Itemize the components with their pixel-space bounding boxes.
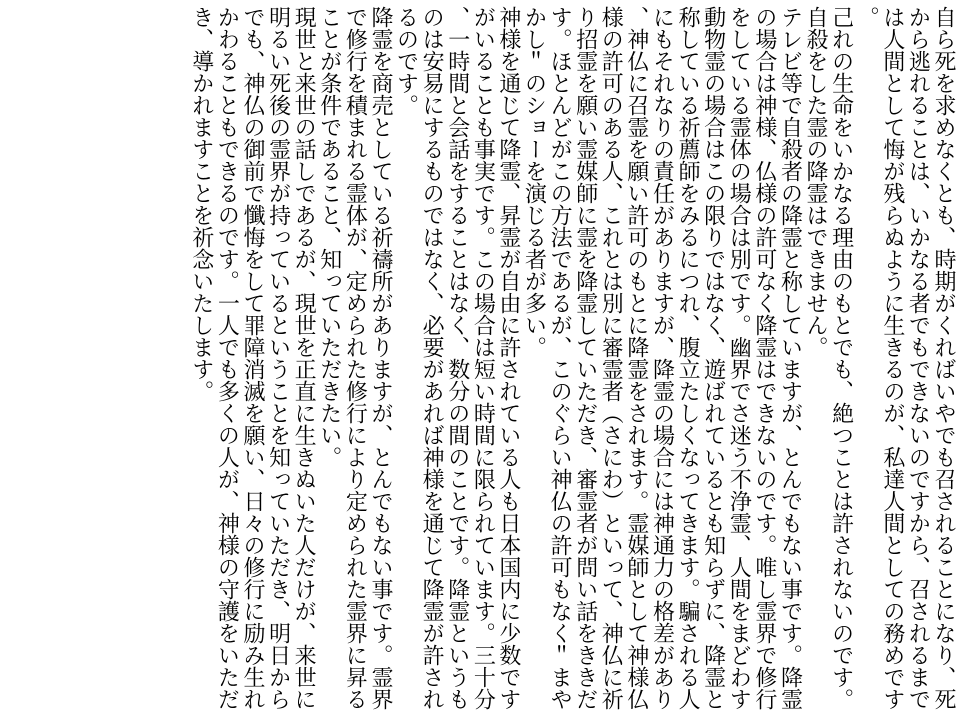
paragraph: テレビ等で自殺者の降霊と称していますが、とんでもない事です。降霊の場合は神様、仏様の許可なく降霊はできないのです。唯し霊界で修行をしている霊体の場合は別です。幽界でさ迷う不浄霊、人間をまどわす動物霊の場合はこの限りではなく、遊ばれているとも知らずに、降霊と称している祈薦師をみるにつれ、腹立たしくなってきます。騙される人にもそれなりの責任がありますが、降霊の場合には神通力の格差があり、神仏に召霊を願い許可のもとに降霊をされます。霊媒師として神様仏様の許可のある人、これとは別に審霊者（さにわ）といって、神仏に祈り招霊を願い霊媒師に霊を降霊していただき、審霊者が問い話をききだす。ほとんどがこの方法であるが、このぐらい神仏の許可もなく＂まやかし＂のショーを演じる者が多い。 xyxy=(521,6,803,710)
paragraph: 降霊を商売としている祈禱所がありますが、とんでもない事です。霊界で修行を積まれる霊体が、定められた修行により定められた霊界に昇ることが条件であること、知っていただきたい。 xyxy=(316,6,393,710)
vertical-text-body xyxy=(188,6,956,720)
paragraph: 自殺をした霊の降霊はできません。 xyxy=(803,6,829,358)
paragraph: 神様を通じて降霊、昇霊が自由に許されている人も日本国内に少数ですがいることも事実です。この場合は短い時間に限られています。三十分、一時間と会話をすることはなく、数分の間のことです。降霊というものは安易にするものではなく、必要があれば神様を通じて降霊が許されるのです。 xyxy=(393,6,521,710)
paragraph: 己れの生命をいかなる理由のもとでも、絶つことは許されないのです。 xyxy=(828,6,854,710)
paragraph: 自ら死を求めなくとも、時期がくればいやでも召されることになり、死から逃れることは、いかなる者でもできないのですから、召されるまでは人間として悔が残らぬように生きるのが、私達人間としての務めです。 xyxy=(854,6,956,710)
paragraph: 現世と来世の話しであるが、現世を正直に生きぬいた人だけが、来世に明るい死後の霊界が持っているということを知っていただき、明日からでも、神仏の御前で懺悔をして罪障消滅を願い、日々の修行に励み生れかわることもできるのです。一人でも多くの人が、神様の守護をいただき、導かれますことを祈念いたします。 xyxy=(188,6,317,710)
